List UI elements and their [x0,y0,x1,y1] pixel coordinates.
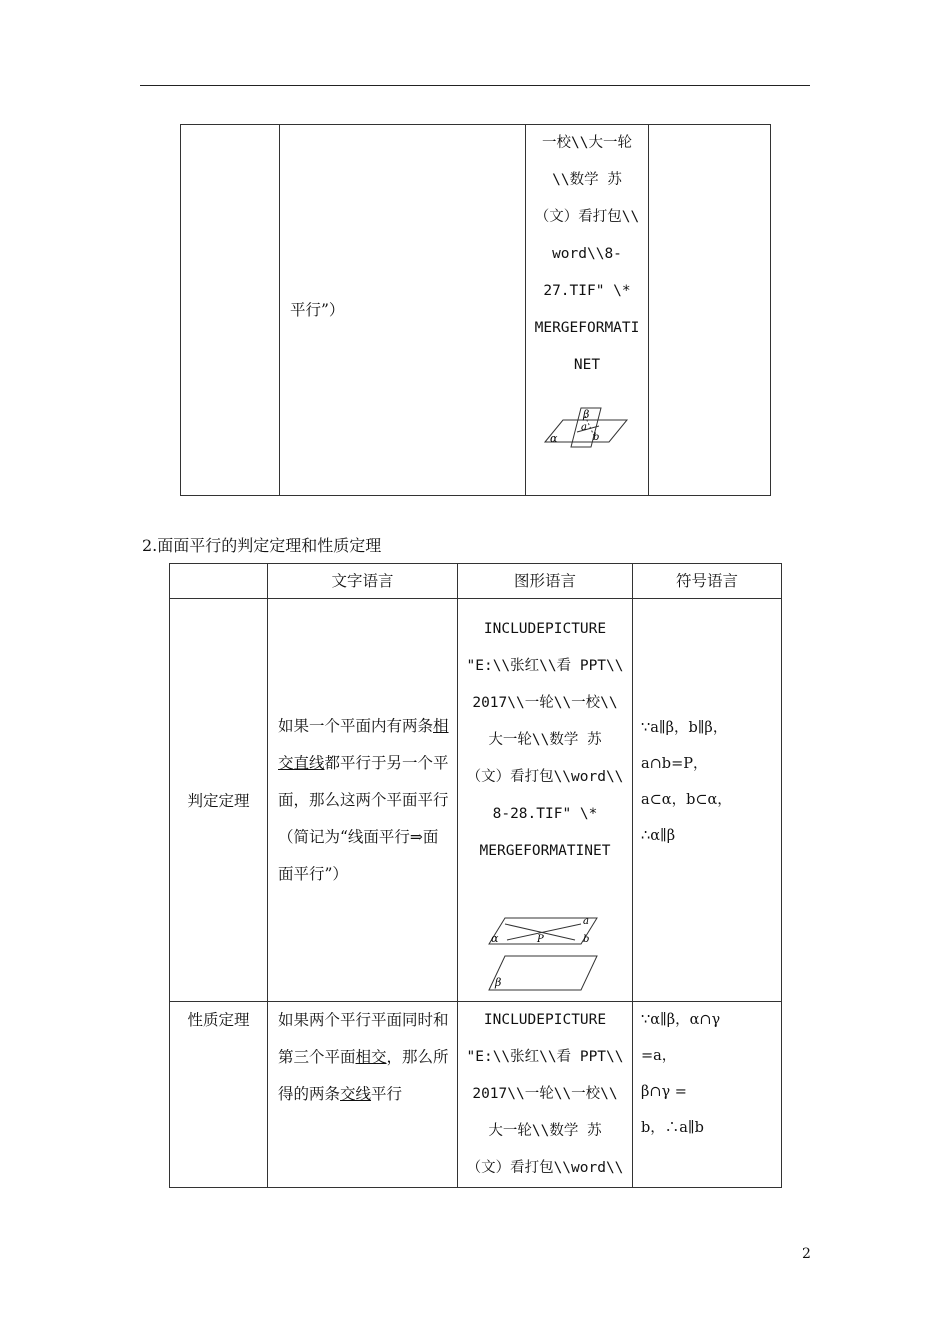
property-text-cell [268,1002,458,1188]
property-text-part: 如果两个平行平面同时和第三个平面 [278,1011,449,1066]
symbol-line: ∴α∥β [641,828,676,844]
text-cell [280,125,526,496]
planes-intersecting-figure [537,402,637,452]
figure-line: 8-28.TIF" \* [492,806,598,822]
figure-line: \\数学 苏 [552,172,622,188]
theorem-table [169,563,782,1188]
judgment-figure-cell [458,599,633,1002]
header-figure-language: 图形语言 [458,564,633,599]
figure-cell [526,125,649,496]
judgment-text-part: 如果一个平面内有两条 [278,716,434,735]
header-symbol-language: 符号语言 [633,564,782,599]
label-b: b [593,432,600,443]
parallel-planes-figure [485,912,605,996]
symbol-line: a∩b=P， [641,756,708,772]
figure-line: MERGEFORMATINET [479,843,611,859]
figure-line: "E:\\张红\\看 PPT\\ [466,658,624,674]
continued-table [180,124,771,496]
symbol-line: β∩γ = [641,1084,687,1100]
label-beta: β [495,976,502,989]
property-figure-cell [458,1002,633,1188]
property-text-underlined: 相交 [355,1048,387,1066]
header-empty [170,564,268,599]
property-text-part: 平行 [371,1085,403,1103]
figure-line: MERGEFORMATI [534,320,640,336]
row-label-property: 性质定理 [170,1002,268,1188]
symbol-line: ∵α∥β，α∩γ [641,1012,721,1028]
figure-line: （文）看打包\\word\\ [466,769,624,785]
figure-line: "E:\\张红\\看 PPT\\ [466,1049,624,1065]
figure-line: INCLUDEPICTURE [483,621,607,637]
symbol-line: b，∴a∥b [641,1120,704,1136]
figure-line: word\\8- [552,246,622,262]
figure-line: INCLUDEPICTURE [483,1012,607,1028]
label-a: a [581,422,587,433]
figure-line: 大一轮\\数学 苏 [488,732,602,748]
figure-line: 一校\\大一轮 [542,135,632,151]
label-beta: β [583,408,590,421]
label-a: a [583,916,589,927]
figure-line: NET [573,357,601,373]
empty-label-cell [181,125,280,496]
symbol-line: a⊂α，b⊂α， [641,792,732,808]
figure-line: 2017\\一轮\\一校\\ [472,695,618,711]
page-number: 2 [802,1246,811,1262]
judgment-text-part: 都平行于另一个平面，那么这两个平面平行（简记为“线面平行⇒面面平行”） [278,753,449,883]
label-b: b [583,934,590,945]
label-p: P [537,934,544,945]
property-text-underlined: 交线 [340,1085,372,1103]
label-alpha: α [491,932,499,945]
judgment-text-cell [268,599,458,1002]
symbol-line: =a， [641,1048,677,1064]
row-label-judgment: 判定定理 [170,599,268,1002]
text-cell-content: 平行”） [290,300,345,319]
section-caption: 2.面面平行的判定定理和性质定理 [142,536,382,555]
figure-line: 大一轮\\数学 苏 [488,1123,602,1139]
figure-line: （文）看打包\\ [534,209,640,225]
figure-line: 2017\\一轮\\一校\\ [472,1086,618,1102]
symbol-line: ∵a∥β，b∥β， [641,720,728,736]
property-symbol-cell [633,1002,782,1188]
label-alpha: α [550,432,558,445]
header-rule [140,85,810,86]
figure-line: （文）看打包\\word\\ [466,1160,624,1176]
symbol-cell [649,125,771,496]
header-text-language: 文字语言 [268,564,458,599]
judgment-text-underlined: 相交直线 [278,716,449,772]
property-text-part: ，那么所得的两条 [278,1048,449,1103]
judgment-symbol-cell [633,599,782,1002]
figure-line: 27.TIF" \* [543,283,631,299]
